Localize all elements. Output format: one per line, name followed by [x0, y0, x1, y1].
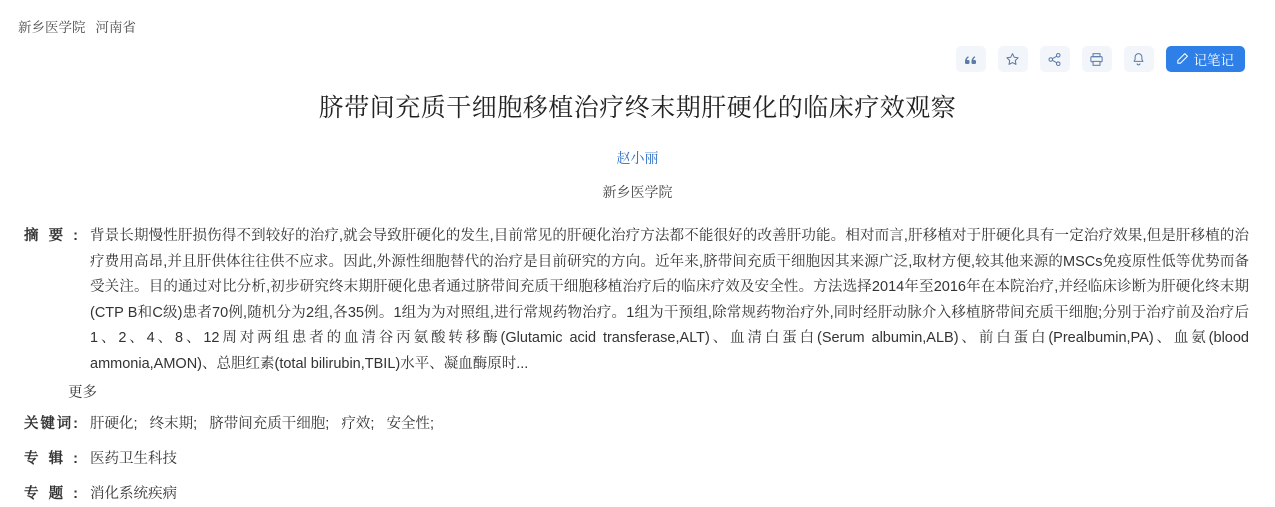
bell-icon[interactable]: [1124, 46, 1154, 72]
print-icon[interactable]: [1082, 46, 1112, 72]
keywords-list: [90, 412, 1249, 437]
breadcrumb: [0, 0, 1275, 36]
topic-value[interactable]: 消化系统疾病: [90, 486, 177, 502]
article-author[interactable]: 赵小丽: [616, 150, 659, 166]
take-notes-label: 记笔记: [1193, 53, 1234, 68]
abstract-row: [24, 224, 1249, 377]
page-title: 脐带间充质干细胞移植治疗终末期肝硬化的临床疗效观察: [318, 94, 957, 122]
keyword-item[interactable]: 肝硬化;: [90, 416, 138, 432]
collection-row: [24, 447, 1249, 472]
keyword-item[interactable]: 疗效;: [341, 416, 375, 432]
favorite-star-icon[interactable]: [998, 46, 1028, 72]
breadcrumb-item-province[interactable]: 河南省: [95, 20, 136, 35]
keywords-label: 关键词:: [24, 416, 78, 432]
take-notes-button[interactable]: [1166, 46, 1246, 72]
keyword-item[interactable]: 脐带间充质干细胞;: [209, 416, 330, 432]
topic-label: 专题:: [24, 486, 78, 502]
collection-label: 专辑:: [24, 451, 78, 467]
abstract-label: 摘要:: [24, 228, 78, 244]
keyword-item[interactable]: 安全性;: [386, 416, 435, 432]
keyword-item[interactable]: 终末期;: [149, 416, 198, 432]
topic-row: [24, 482, 1249, 507]
article-toolbar: [956, 46, 1246, 72]
abstract-text: 背景长期慢性肝损伤得不到较好的治疗,就会导致肝硬化的发生,目前常见的肝硬化治疗方法都不能很好的改善肝功能。相对而言,肝移植对于肝硬化具有一定治疗效果,但是肝移植的治疗费用高昂,并且肝供体往往供不应求。因此,外源性细胞替代的治疗是目前研究的方向。近年来,脐带间充质干细胞因其来源广泛,取材方便,较其他来源的MSCs免疫原性低等优势而备受关注。目的通过对比分析,初步研究终末期肝硬化患者通过脐带间充质干细胞移植治疗后的临床疗效及安全性。方法选择2014年至2016年在本院治疗,并经临床诊断为肝硬化终末期(CTP B和C级)患者70例,随机分为2组,各35例。1组为为对照组,进行常规药物治疗。1组为干预组,除常规药物治疗外,同时经肝动脉介入移植脐带间充质干细胞;分别于治疗前及治疗后1、2、4、8、12周对两组患者的血清谷丙氨酸转移酶(Glutamic acid transferase,ALT)、血清白蛋白(Serum albumin,ALB)、前白蛋白(Prealbumin,PA)、血氨(blood ammonia,AMON)、总胆红素(total bilirubin,TBIL)水平、凝血酶原时...: [90, 228, 1249, 372]
expand-abstract-link[interactable]: 更多: [68, 385, 97, 401]
keywords-row: [24, 412, 1249, 437]
breadcrumb-item-institution[interactable]: 新乡医学院: [18, 20, 86, 35]
share-icon[interactable]: [1040, 46, 1070, 72]
quote-icon[interactable]: [956, 46, 986, 72]
collection-value[interactable]: 医药卫生科技: [90, 451, 177, 467]
article-meta: [0, 224, 1275, 507]
article-affiliation: 新乡医学院: [602, 184, 673, 200]
